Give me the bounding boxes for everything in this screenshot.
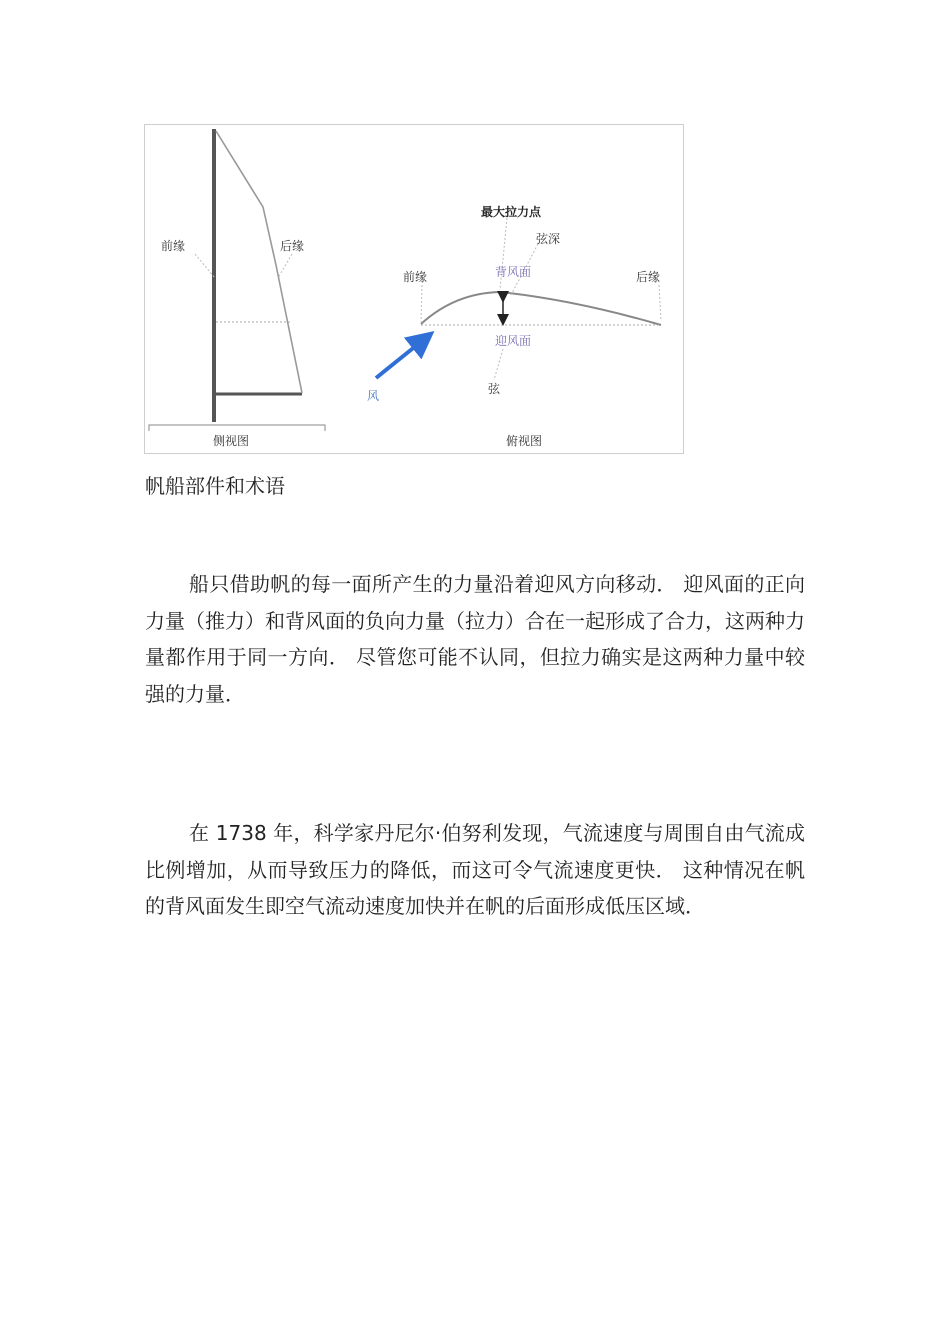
paragraph-1: 船只借助帆的每一面所产生的力量沿着迎风方向移动． 迎风面的正向力量（推力）和背风面的负向力量（拉力）合在一起形成了合力，这两种力量都作用于同一方向． 尽管您可能不认同，但拉力确实是这两种力量中较强的力量． — [145, 572, 805, 706]
side-leading-edge-label: 前缘 — [161, 239, 186, 253]
top-leading-edge-label: 前缘 — [403, 270, 428, 284]
figure-caption: 帆船部件和术语 — [145, 474, 285, 498]
chord-label: 弦 — [488, 382, 501, 396]
chord-depth-label: 弦深 — [536, 232, 561, 246]
top-view-title: 俯视图 — [506, 434, 543, 448]
leeward-label: 背风面 — [495, 265, 532, 279]
sail-diagram-drawing — [145, 125, 685, 455]
side-view-title: 侧视图 — [213, 434, 250, 448]
side-trailing-edge-label: 后缘 — [280, 239, 305, 253]
sail-curve — [421, 292, 661, 325]
sail-leech-line — [216, 131, 305, 393]
rear-edge-pointer — [659, 285, 661, 321]
wind-arrow — [376, 341, 422, 378]
front-edge-pointer — [421, 285, 422, 322]
trailing-edge-pointer — [278, 254, 292, 278]
side-view-bracket — [149, 425, 325, 431]
paragraph-2: 在 1738 年，科学家丹尼尔·伯努利发现，气流速度与周围自由气流成比例增加，从而导致压力的降低，而这可令气流速度更快． 这种情况在帆的背风面发生即空气流动速度加快并在帆的后面形成低压区域． — [145, 821, 805, 918]
sail-diagram — [144, 124, 684, 454]
max-draft-pointer — [500, 218, 507, 290]
windward-label: 迎风面 — [495, 334, 532, 348]
top-trailing-edge-label: 后缘 — [636, 270, 661, 284]
max-draft-point-label: 最大拉力点 — [481, 205, 542, 219]
wind-label: 风 — [367, 389, 380, 403]
chord-pointer — [494, 349, 503, 380]
